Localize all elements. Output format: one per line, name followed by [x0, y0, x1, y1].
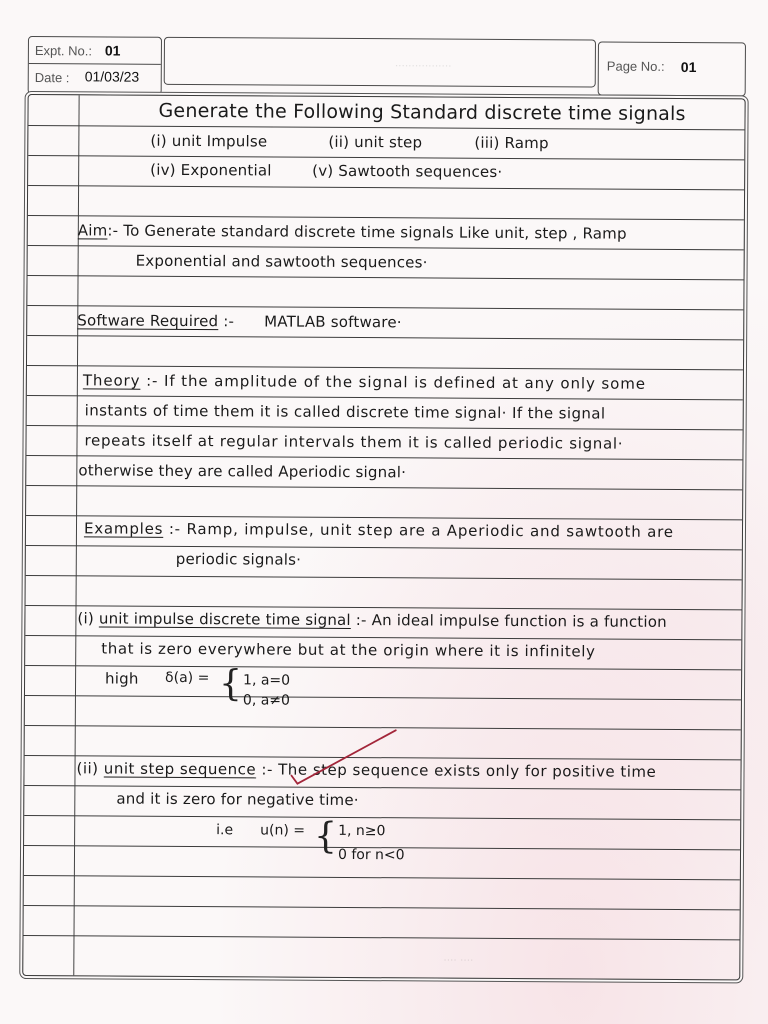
- examples-label: Examples: [83, 519, 164, 538]
- unit-impulse-label: unit impulse discrete time signal: [98, 609, 351, 629]
- expt-no-label: Expt. No.:: [34, 43, 93, 59]
- ruled-line: [26, 575, 742, 580]
- aim-label: Aim: [77, 221, 108, 240]
- theory-line-1: Theory :- If the amplitude of the signal is defined at any only some: [82, 371, 646, 393]
- theory-line-2: instants of time them it is called discrete time signal· If the signal: [84, 401, 606, 423]
- step-function-lhs: u(n) =: [260, 822, 306, 839]
- unit-impulse-line-2: that is zero everywhere but at the origin where it is infinitely: [101, 639, 596, 661]
- date-label: Date :: [34, 70, 70, 86]
- unit-impulse-line-1: (i) unit impulse discrete time signal :- An ideal impulse function is a function: [77, 609, 667, 631]
- title-item-exponential: (iv) Exponential: [150, 160, 272, 180]
- ruled-line: [24, 935, 740, 940]
- title-item-ramp: (iii) Ramp: [474, 133, 549, 153]
- ruled-line: [28, 215, 744, 220]
- ruled-line: [24, 905, 740, 910]
- software-value: MATLAB software·: [264, 312, 402, 332]
- step-case-1: 1, n≥0: [338, 822, 386, 840]
- unit-step-ie: i.e: [216, 822, 234, 839]
- aim-line-1: Aim:- To Generate standard discrete time signals Like unit, step , Ramp: [77, 221, 627, 243]
- page-number-box: [598, 41, 746, 96]
- impulse-case-1: 1, a=0: [243, 672, 291, 689]
- ruled-line: [24, 875, 740, 880]
- aim-line-2: Exponential and sawtooth sequences·: [135, 251, 428, 272]
- title-item-unit-step: (ii) unit step: [328, 132, 423, 152]
- software-line: Software Required :- MATLAB software·: [77, 311, 402, 332]
- ruled-line: [28, 275, 744, 280]
- theory-label: Theory: [82, 371, 141, 390]
- title-heading: Generate the Following Standard discrete time signals: [158, 99, 686, 126]
- impulse-case-2: 0, a≠0: [242, 692, 291, 709]
- impulse-function-lhs: δ(a) =: [165, 669, 210, 687]
- step-case-2: 0 for n<0: [337, 846, 405, 864]
- title-item-unit-impulse: (i) unit Impulse: [150, 131, 268, 151]
- theory-line-4: otherwise they are called Aperiodic signal·: [78, 461, 407, 482]
- expt-date-divider: [29, 63, 161, 65]
- ruled-line: [27, 305, 743, 310]
- examples-line-1: Examples :- Ramp, impulse, unit step are a Aperiodic and sawtooth are: [83, 519, 674, 541]
- bleed-through-text: .... ....: [443, 949, 474, 964]
- ruled-line: [28, 185, 744, 190]
- unit-step-line-1: (ii) unit step sequence :- The step sequence exists only for positive time: [76, 759, 657, 781]
- ruled-line: [26, 545, 742, 550]
- ruled-line: [27, 395, 743, 400]
- ruled-line: [26, 455, 742, 460]
- ruled-line: [27, 335, 743, 340]
- unit-step-label: unit step sequence: [103, 759, 257, 779]
- ruled-line: [27, 425, 743, 430]
- unit-impulse-high: high: [105, 669, 139, 688]
- examples-line-2: periodic signals·: [175, 549, 302, 569]
- bleed-through-text: .................: [394, 55, 452, 70]
- theory-line-3: repeats itself at regular intervals them it is called periodic signal·: [84, 431, 624, 453]
- ruled-line: [25, 695, 741, 700]
- ruled-line: [28, 155, 744, 160]
- ruled-writing-area: [22, 94, 745, 980]
- software-label: Software Required: [77, 311, 219, 331]
- lab-record-page: [20, 36, 744, 1000]
- ruled-line: [28, 245, 744, 250]
- expt-date-box: [28, 36, 162, 95]
- experiment-title-box: [164, 37, 596, 88]
- unit-step-line-2: and it is zero for negative time·: [116, 789, 359, 810]
- brace-symbol: {: [313, 815, 338, 857]
- date-value: 01/03/23: [84, 68, 140, 85]
- expt-no-value: 01: [104, 42, 121, 59]
- aim-text: To Generate standard discrete time signals Like unit, step , Ramp: [123, 221, 627, 243]
- teacher-check-mark-icon: [289, 728, 399, 789]
- brace-symbol: {: [218, 663, 243, 705]
- page-no-label: Page No.:: [606, 58, 665, 74]
- ruled-line: [26, 485, 742, 490]
- ruled-line: [27, 365, 743, 370]
- ruled-line: [28, 125, 744, 130]
- title-item-sawtooth: (v) Sawtooth sequences·: [312, 161, 503, 181]
- page-no-value: 01: [680, 59, 697, 76]
- ruled-line: [24, 815, 740, 820]
